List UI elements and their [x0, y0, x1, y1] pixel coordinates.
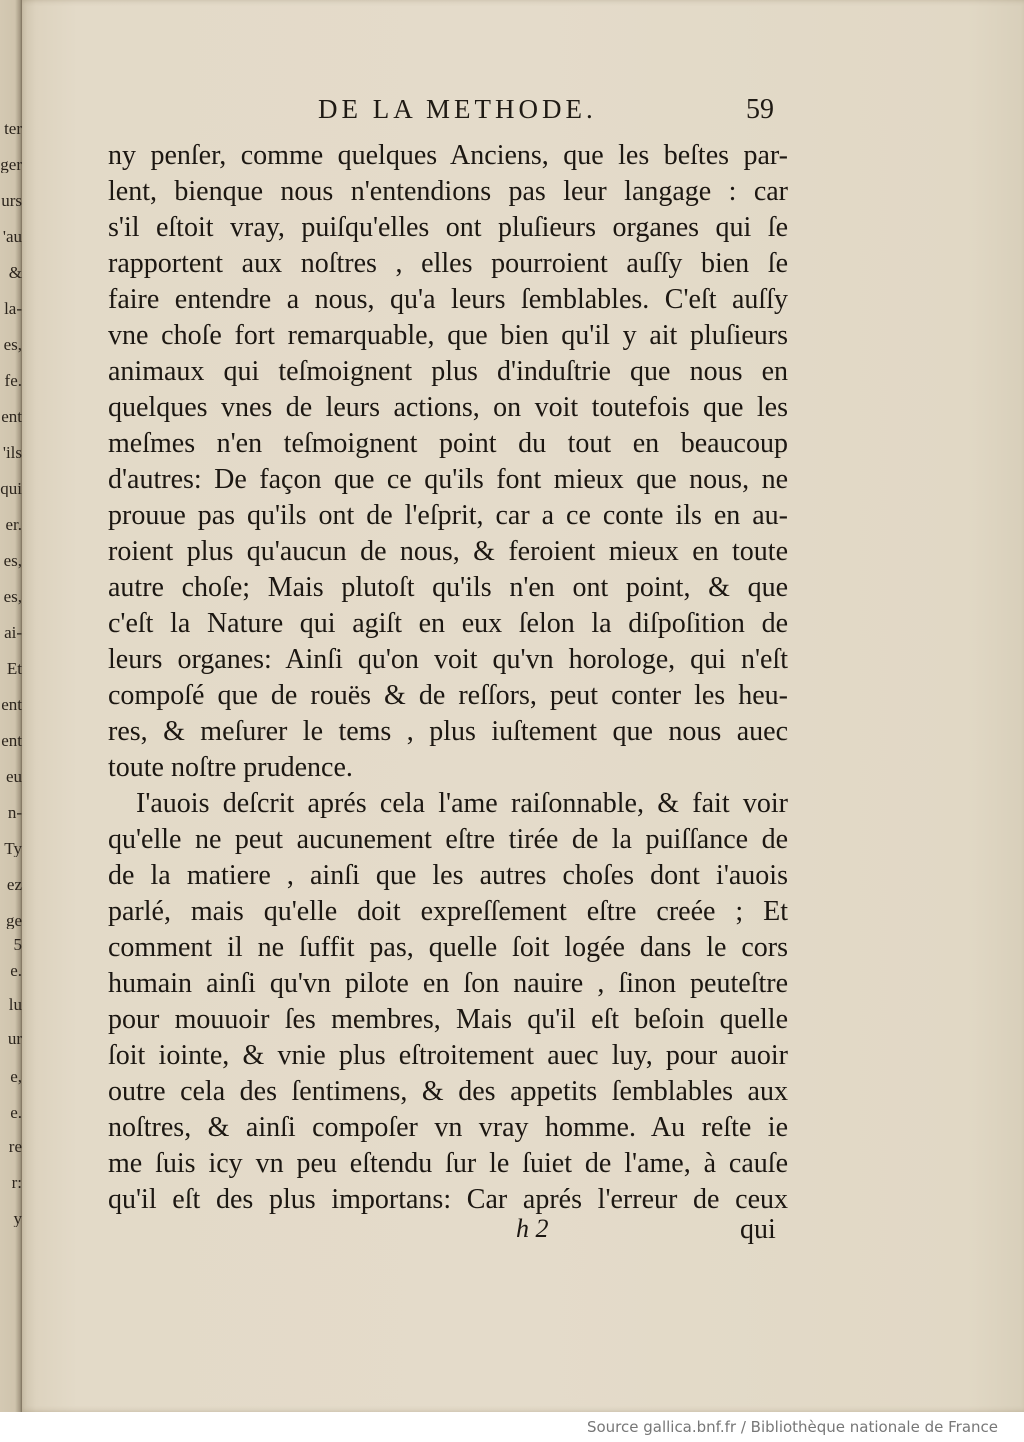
- margin-fragment: ger: [0, 156, 22, 173]
- text-line: autre choſe; Mais plutoſt qu'ils n'en ont point, & que: [108, 572, 788, 603]
- margin-fragment: ent: [1, 732, 22, 749]
- margin-fragment: 'ils: [2, 444, 22, 461]
- margin-fragment: es,: [3, 336, 22, 353]
- body-text: [108, 138, 788, 1218]
- margin-fragment: la-: [4, 300, 22, 317]
- text-line: quelques vnes de leurs actions, on voit toutefois que les: [108, 392, 788, 423]
- margin-fragment: ez: [6, 876, 22, 893]
- text-line: vne choſe fort remarquable, que bien qu'il y ait pluſieurs: [108, 320, 788, 351]
- text-line: leurs organes: Ainſi qu'on voit qu'vn horologe, qui n'eſt: [108, 644, 788, 675]
- text-line: parlé, mais qu'elle doit expreſſement eſtre creée ; Et: [108, 896, 788, 927]
- text-line: d'autres: De façon que ce qu'ils font mieux que nous, ne: [108, 464, 788, 495]
- text-line: qu'elle ne peut aucunement eſtre tirée de la puiſſance de: [108, 824, 788, 855]
- page-number: 59: [746, 94, 774, 125]
- margin-fragment: ai-: [4, 624, 22, 641]
- text-line: prouue pas qu'ils ont de l'eſprit, car a ce conte ils en au-: [108, 500, 788, 531]
- margin-fragment: n-: [7, 804, 22, 821]
- text-line: compoſé que de rouës & de reſſors, peut conter les heu-: [108, 680, 788, 711]
- text-line: outre cela des ſentimens, & des appetits ſemblables aux: [108, 1076, 788, 1107]
- margin-fragment: Ty: [4, 840, 22, 857]
- text-line: lent, bienque nous n'entendions pas leur langage : car: [108, 176, 788, 207]
- margin-fragment: Et: [6, 660, 22, 677]
- margin-fragment: 'au: [2, 228, 22, 245]
- margin-fragment: lu: [8, 996, 22, 1013]
- margin-fragment: es,: [3, 552, 22, 569]
- margin-fragment: eu: [5, 768, 22, 785]
- margin-fragment: r:: [11, 1174, 22, 1191]
- text-line: me ſuis icy vn peu eſtendu ſur le ſuiet de l'ame, à cauſe: [108, 1148, 788, 1179]
- text-line: c'eſt la Nature qui agiſt en eux ſelon la diſpoſition de: [108, 608, 788, 639]
- margin-fragment: ge: [5, 912, 22, 929]
- margin-fragment: qui: [0, 480, 22, 497]
- margin-fragment: re: [8, 1138, 22, 1155]
- margin-fragment: 5: [13, 936, 22, 953]
- catchword: qui: [740, 1214, 776, 1245]
- margin-fragment: es,: [3, 588, 22, 605]
- text-line: ny penſer, comme quelques Anciens, que les beſtes par-: [108, 140, 788, 171]
- text-line: comment il ne ſuffit pas, quelle ſoit logée dans le cors: [108, 932, 788, 963]
- text-line: faire entendre a nous, qu'a leurs ſemblables. C'eſt auſſy: [108, 284, 788, 315]
- book-page: [18, 0, 1024, 1412]
- source-attribution: Source gallica.bnf.fr / Bibliothèque nationale de France: [586, 1418, 998, 1436]
- margin-fragment: ent: [1, 408, 22, 425]
- margin-fragment: e.: [10, 1104, 22, 1121]
- text-line: res, & meſurer le tems , plus iuſtement que nous auec: [108, 716, 788, 747]
- running-head: DE LA METHODE.: [318, 94, 597, 124]
- margin-fragment: ent: [1, 696, 22, 713]
- text-line: I'auois deſcrit aprés cela l'ame raiſonnable, & fait voir: [136, 788, 788, 819]
- margin-fragment: &: [8, 264, 22, 281]
- margin-fragment: er.: [5, 516, 22, 533]
- text-line: noſtres, & ainſi compoſer vn vray homme. Au reſte ie: [108, 1112, 788, 1143]
- text-line: qu'il eſt des plus importans: Car aprés l'erreur de ceux: [108, 1184, 788, 1215]
- text-line: roient plus qu'aucun de nous, & feroient mieux en toute: [108, 536, 788, 567]
- previous-page-edge: [0, 0, 22, 1412]
- margin-fragment: e.: [10, 962, 22, 979]
- text-line: meſmes n'en teſmoignent point du tout en beaucoup: [108, 428, 788, 459]
- text-line: de la matiere , ainſi que les autres choſes dont i'auois: [108, 860, 788, 891]
- margin-fragment: urs: [1, 192, 22, 209]
- margin-fragment: e,: [10, 1068, 22, 1085]
- margin-fragment: fe.: [4, 372, 22, 389]
- footer-strip: [0, 1412, 1024, 1442]
- text-line: ſoit iointe, & vnie plus eſtroitement auec luy, pour auoir: [108, 1040, 788, 1071]
- text-line: toute noſtre prudence.: [108, 752, 353, 783]
- text-line: animaux qui teſmoignent plus d'induſtrie que nous en: [108, 356, 788, 387]
- margin-fragment: ur: [7, 1030, 22, 1047]
- signature-mark: h 2: [516, 1214, 549, 1243]
- text-line: pour mouuoir ſes membres, Mais qu'il eſt beſoin quelle: [108, 1004, 788, 1035]
- margin-fragment: y: [13, 1210, 22, 1227]
- text-line: rapportent aux noſtres , elles pourroient auſſy bien ſe: [108, 248, 788, 279]
- margin-fragment: ter: [4, 120, 22, 137]
- text-line: humain ainſi qu'vn pilote en ſon nauire , ſinon peuteſtre: [108, 968, 788, 999]
- text-line: s'il eſtoit vray, puiſqu'elles ont pluſieurs organes qui ſe: [108, 212, 788, 243]
